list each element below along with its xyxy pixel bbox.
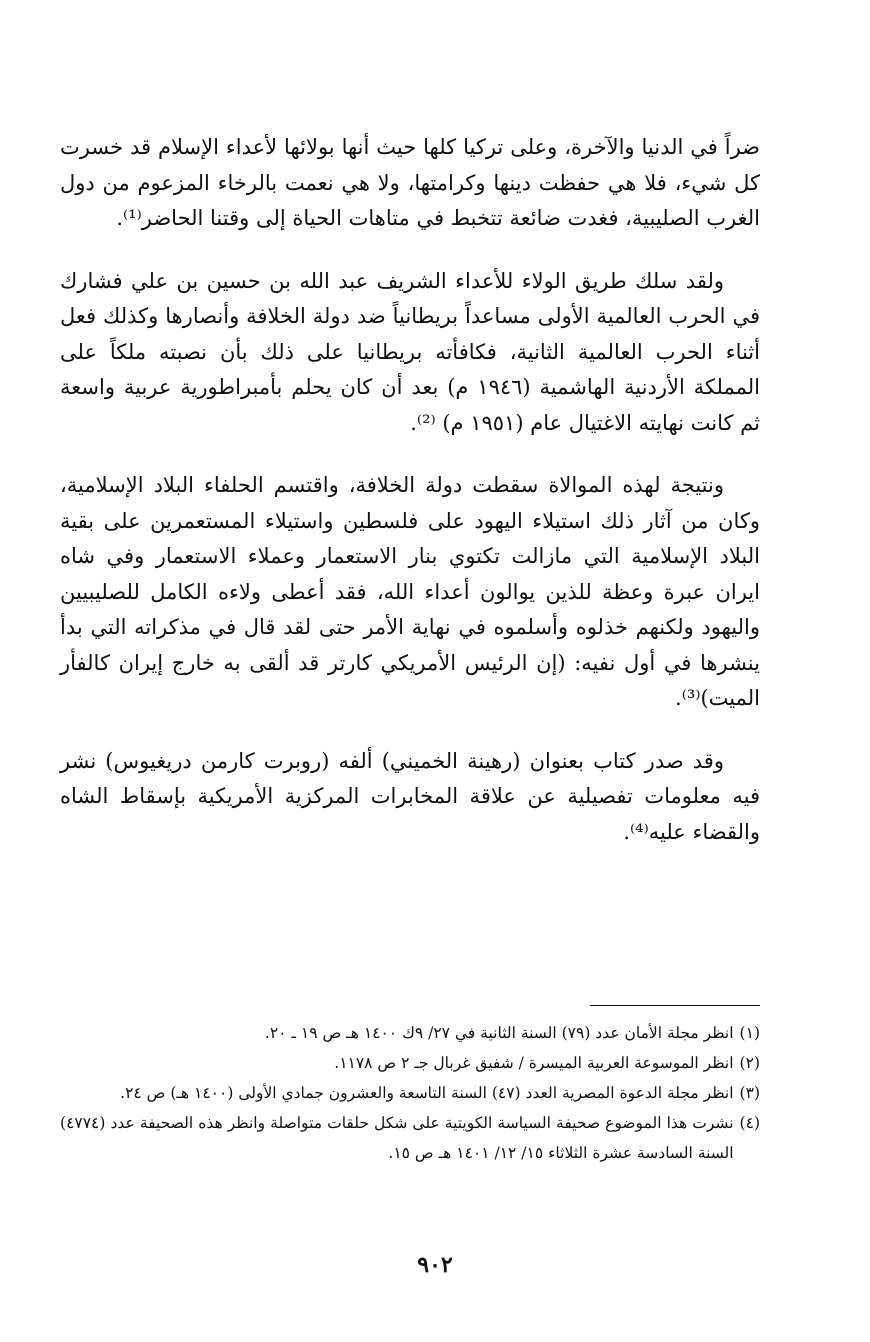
footnote-2-number: (٢) (739, 1054, 760, 1072)
footnote-2 (60, 1048, 760, 1078)
page-number: ٩٠٢ (417, 1252, 453, 1278)
footnote-4 (60, 1108, 760, 1168)
footnote-1-text: انظر مجلة الأمان عدد (٧٩) السنة الثانية في ٢٧/ ٩ك ١٤٠٠ هـ ص ١٩ ـ ٢٠. (264, 1024, 734, 1042)
paragraph-2: ولقد سلك طريق الولاء للأعداء الشريف عبد الله بن حسين بن علي فشارك في الحرب العالمية الأولى مساعداً بريطانياً ضد دولة الخلافة وأنصارها وكذلك فعل أثناء الحرب العالمية الثانية، فكافأته بريطانيا على ذلك بأن نصبته ملكاً على المملكة الأردنية الهاشمية (١٩٤٦ م) بعد أن كان يحلم بأمبراطورية عربية واسعة ثم كانت نهايته الاغتيال عام (١٩٥١ م) ⁽²⁾. (60, 268, 760, 435)
footnote-2-text: انظر الموسوعة العربية الميسرة / شفيق غربال جـ ٢ ص ١١٧٨. (334, 1054, 734, 1072)
footnote-1 (60, 1018, 760, 1048)
paragraph-4: وقد صدر كتاب بعنوان (رهينة الخميني) ألفه (روبرت كارمن دريغيوس) نشر فيه معلومات تفصيلية عن علاقة المخابرات المركزية الأمريكية بإسقاط الشاه والقضاء عليه⁽⁴⁾. (60, 748, 760, 844)
paragraph-1: ضراً في الدنيا والآخرة، وعلى تركيا كلها حيث أنها بولائها لأعداء الإسلام قد خسرت كل شيء، فلا هي حفظت دينها وكرامتها، ولا هي نعمت بالرخاء المزعوم من دول الغرب الصليبية، فغدت ضائعة تتخبط في متاهات الحياة إلى وقتنا الحاضر⁽¹⁾. (60, 135, 760, 230)
footnote-3-number: (٣) (739, 1084, 760, 1102)
footnote-separator (590, 1005, 760, 1006)
footnote-3 (60, 1078, 760, 1108)
footnote-4-number: (٤) (739, 1114, 760, 1132)
body-text (60, 130, 760, 877)
paragraph-3: ونتيجة لهذه الموالاة سقطت دولة الخلافة، واقتسم الحلفاء البلاد الإسلامية، وكان من آثار ذلك استيلاء اليهود على فلسطين واستيلاء المستعمرين على بقية البلاد الإسلامية التي مازالت تكتوي بنار الاستعمار وعملاء الاستعمار وفي شاه ايران عبرة وعظة للذين يوالون أعداء الله، فقد أعطى ولاءه الكامل للصليبيين واليهود ولكنهم خذلوه وأسلموه في نهاية الأمر حتى لقد قال في مذكراته التي بدأ ينشرها في أول نفيه: (إن الرئيس الأمريكي كارتر قد ألقى به خارج إيران كالفأر الميت)⁽³⁾. (60, 473, 760, 710)
footnote-3-text: انظر مجلة الدعوة المصرية العدد (٤٧) السنة التاسعة والعشرون جمادي الأولى (١٤٠٠ هـ) ص ٢٤. (120, 1084, 734, 1102)
footnotes (60, 1018, 760, 1168)
footnote-4-text: نشرت هذا الموضوع صحيفة السياسة الكويتية على شكل حلقات متواصلة وانظر هذه الصحيفة عدد (٤٧٧٤) السنة السادسة عشرة الثلاثاء ١٥/ ١٢/ ١٤٠١ هـ ص ١٥. (60, 1114, 734, 1162)
footnote-1-number: (١) (739, 1024, 760, 1042)
